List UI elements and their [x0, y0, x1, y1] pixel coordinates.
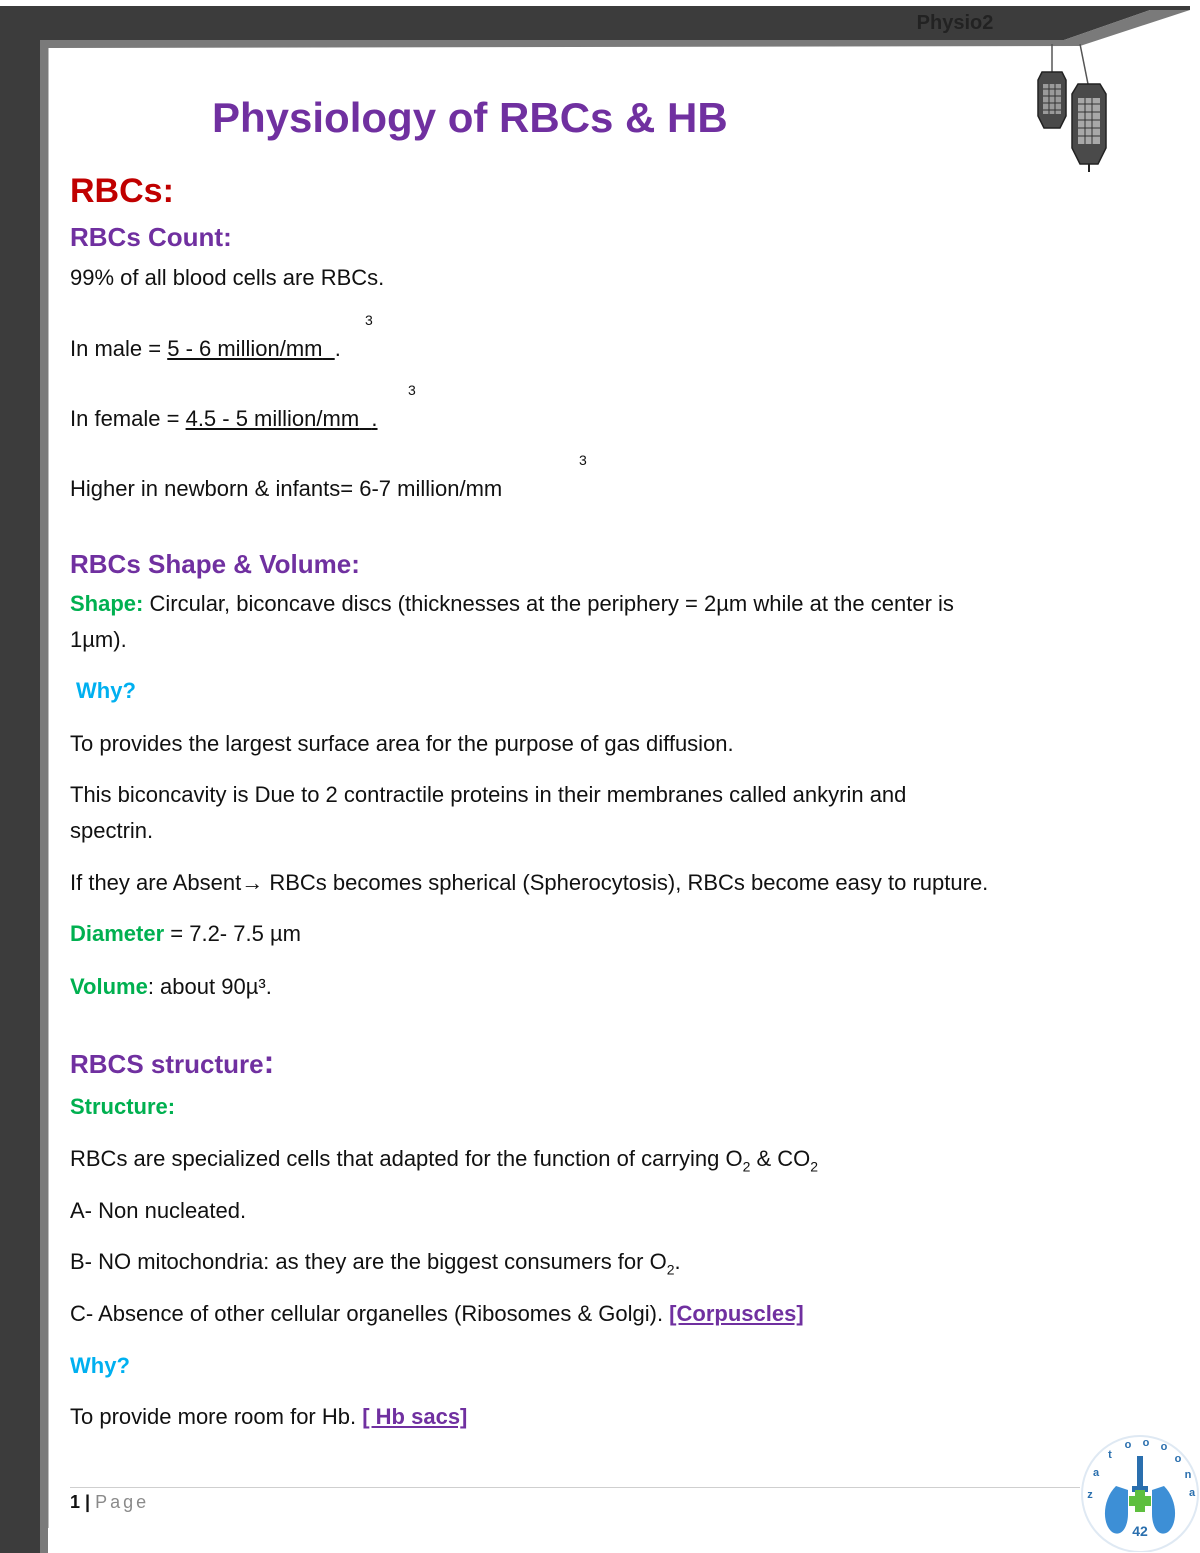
- newborn-exponent: 3: [579, 452, 587, 468]
- corpuscles-tag: [Corpuscles]: [669, 1301, 804, 1326]
- reason-biconcavity-continued: spectrin.: [70, 818, 154, 843]
- page-title: Physiology of RBCs & HB: [212, 94, 728, 141]
- structure-intro-a: RBCs are specialized cells that adapted for the function of carrying O: [70, 1146, 743, 1171]
- reason-surface-area: To provides the largest surface area for the purpose of gas diffusion.: [70, 731, 734, 756]
- svg-text:a: a: [1092, 1467, 1100, 1479]
- rbcs-count-heading: RBCs Count:: [70, 222, 232, 252]
- male-exponent: 3: [365, 312, 373, 328]
- why-heading-2: Why?: [70, 1353, 130, 1378]
- logo-number: 42: [1132, 1523, 1148, 1539]
- o2-subscript: 2: [742, 1158, 751, 1175]
- reason-spherocytosis: If they are Absent→ RBCs becomes spherical (Spherocytosis), RBCs become easy to rupture.: [70, 870, 989, 895]
- co2-subscript: 2: [810, 1158, 819, 1175]
- volume-label: Volume: [70, 974, 148, 999]
- answer-text: To provide more room for Hb.: [70, 1404, 363, 1429]
- shape-volume-heading: RBCs Shape & Volume:: [70, 549, 360, 579]
- svg-text:t: t: [1108, 1449, 1112, 1461]
- rbcs-heading: RBCs:: [70, 172, 174, 210]
- item-no-organelles: [70, 1301, 804, 1327]
- shape-label: Shape:: [70, 591, 144, 616]
- newborn-count: Higher in newborn & infants= 6-7 million/mm: [70, 476, 503, 501]
- diameter-value: = 7.2- 7.5 µm: [164, 921, 301, 946]
- zatoooona-logo: [1076, 1428, 1200, 1552]
- hb-sacs-tag: [ Hb sacs]: [362, 1404, 468, 1429]
- structure-heading-colon: :: [263, 1044, 275, 1080]
- female-value: 4.5 - 5 million/mm: [185, 406, 360, 431]
- female-label: In female =: [70, 406, 186, 431]
- shape-paragraph: [70, 591, 954, 617]
- rbcs-count-text: 99% of all blood cells are RBCs.: [70, 265, 385, 290]
- female-exponent: 3: [408, 382, 416, 398]
- item-b-text: B- NO mitochondria: as they are the biggest consumers for O: [70, 1249, 667, 1274]
- page-number: 1: [70, 1492, 81, 1512]
- structure-intro-b: & CO: [750, 1146, 811, 1171]
- course-label: Physio2: [916, 12, 994, 34]
- item-no-mitochondria: [70, 1249, 681, 1277]
- volume-value: : about 90µ³.: [147, 974, 272, 999]
- svg-text:o: o: [1160, 1441, 1168, 1453]
- structure-intro: [70, 1146, 818, 1174]
- female-end: .: [371, 406, 378, 431]
- diameter-line: [70, 921, 301, 947]
- footer-separator: |: [80, 1492, 96, 1512]
- item-b-subscript: 2: [666, 1261, 675, 1278]
- structure-heading-text: RBCS structure: [70, 1049, 264, 1079]
- item-non-nucleated: A- Non nucleated.: [70, 1198, 247, 1223]
- lantern-icon: [1028, 44, 1124, 174]
- page-word: Page: [95, 1492, 150, 1512]
- svg-text:a: a: [1188, 1487, 1196, 1499]
- volume-line: [70, 974, 272, 1000]
- svg-text:o: o: [1174, 1453, 1182, 1465]
- structure-heading: [70, 1044, 274, 1081]
- male-end: .: [334, 336, 341, 361]
- shape-text-continued: 1µm).: [70, 627, 127, 652]
- item-c-text: C- Absence of other cellular organelles (Ribosomes & Golgi).: [70, 1301, 670, 1326]
- shape-text: Circular, biconcave discs (thicknesses at the periphery = 2µm while at the center is: [143, 591, 954, 616]
- item-b-end: .: [674, 1249, 681, 1274]
- female-count: [70, 406, 378, 432]
- structure-answer: [70, 1404, 467, 1430]
- logo-letter-z: z: [1087, 1489, 1093, 1501]
- svg-text:n: n: [1184, 1469, 1192, 1481]
- svg-text:o: o: [1124, 1439, 1132, 1451]
- male-count: [70, 336, 341, 362]
- why-heading-1: Why?: [76, 678, 136, 703]
- reason-biconcavity: This biconcavity is Due to 2 contractile proteins in their membranes called ankyrin and: [70, 782, 907, 807]
- structure-subheading: Structure:: [70, 1094, 176, 1119]
- male-value: 5 - 6 million/mm: [167, 336, 323, 361]
- male-label: In male =: [70, 336, 168, 361]
- diameter-label: Diameter: [70, 921, 165, 946]
- footer-divider: [70, 1487, 1080, 1488]
- page-footer: [70, 1492, 149, 1513]
- svg-text:o: o: [1142, 1437, 1150, 1449]
